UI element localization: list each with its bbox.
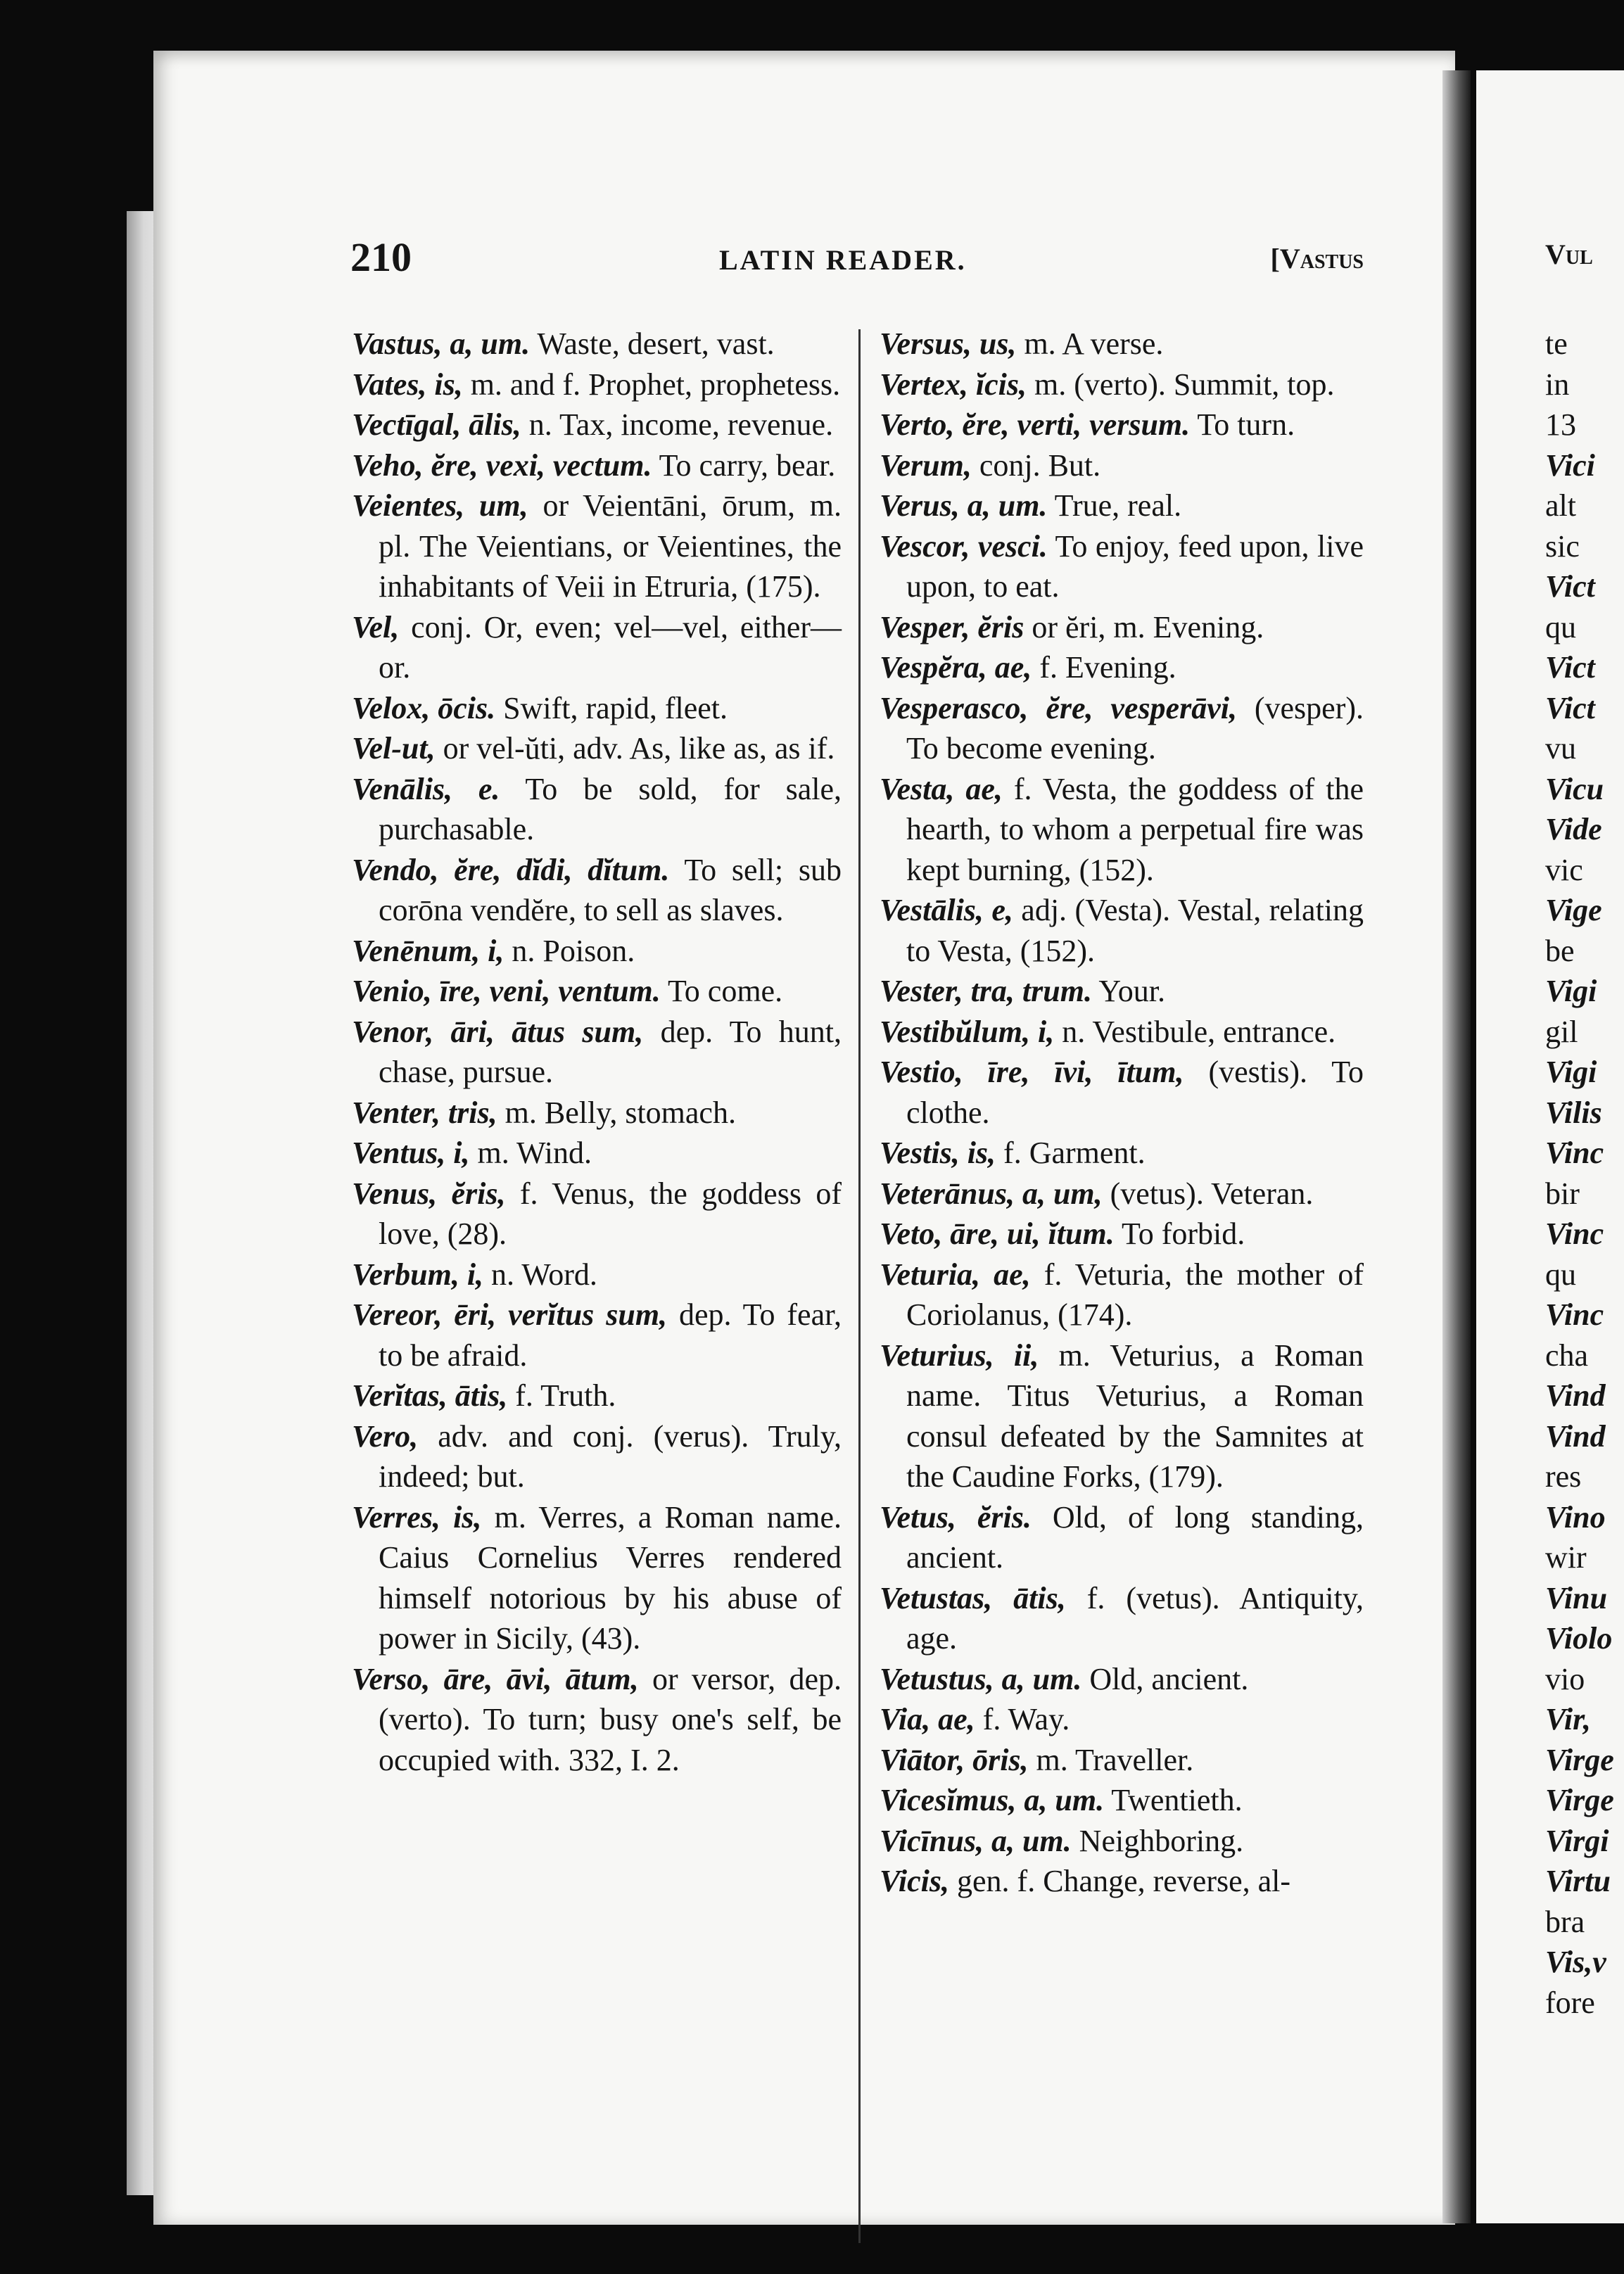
entry-definition: or versor, dep. (verto). To turn; busy one's self, be occupied with. 332, I. 2. xyxy=(379,1661,842,1777)
cut-off-text-fragment: gil xyxy=(1545,1014,1578,1049)
entry-definition: f. Garment. xyxy=(1003,1136,1146,1170)
entry-definition: m. Belly, stomach. xyxy=(505,1095,736,1130)
cut-off-text-fragment: qu xyxy=(1545,609,1576,644)
cut-off-text-fragment: Vinc xyxy=(1545,1297,1604,1332)
cut-off-text-fragment: Virtu xyxy=(1545,1864,1611,1898)
entry-headword: Vendo, ĕre, dĭdi, dĭtum. xyxy=(352,852,670,887)
entry-definition: m. A verse. xyxy=(1024,326,1164,361)
dictionary-entry xyxy=(352,1254,842,1295)
cut-off-text-fragment: vu xyxy=(1545,731,1576,766)
entry-definition: Waste, desert, vast. xyxy=(537,326,775,361)
dictionary-entry xyxy=(352,405,842,445)
entry-definition: (vestis). To clothe. xyxy=(906,1055,1364,1130)
entry-definition: To enjoy, feed upon, live upon, to eat. xyxy=(906,528,1364,604)
entry-definition: To come. xyxy=(668,974,783,1008)
dictionary-entry xyxy=(880,1861,1364,1902)
entry-definition: (vetus). Veteran. xyxy=(1110,1176,1314,1211)
dictionary-entry xyxy=(880,445,1364,486)
entry-definition: Swift, rapid, fleet. xyxy=(503,690,728,725)
entry-headword: Venālis, e. xyxy=(352,771,500,806)
dictionary-entry xyxy=(880,405,1364,445)
entry-headword: Verĭtas, ātis, xyxy=(352,1378,508,1413)
cut-off-text-fragment: be xyxy=(1545,933,1575,968)
right-page-guide-word: Vul xyxy=(1545,239,1593,270)
entry-headword: Vesperasco, ĕre, vesperāvi, xyxy=(880,690,1237,725)
dictionary-entry xyxy=(352,1174,842,1254)
dictionary-entry xyxy=(880,1052,1364,1133)
entry-headword: Verto, ĕre, verti, versum. xyxy=(880,407,1191,442)
cut-off-text-fragment: te xyxy=(1545,326,1568,361)
cut-off-text-fragment: 13 xyxy=(1545,407,1576,442)
guide-word: [Vastus xyxy=(1270,243,1364,274)
cut-off-text-fragment: fore xyxy=(1545,1985,1595,2020)
cut-off-text-fragment: bra xyxy=(1545,1904,1585,1939)
entry-headword: Veientes, um, xyxy=(352,488,528,523)
entry-definition: To sell; sub corōna vendĕre, to sell as slaves. xyxy=(379,852,842,927)
dictionary-entry xyxy=(880,324,1364,364)
page-header xyxy=(350,234,1364,283)
cut-off-text-fragment: cha xyxy=(1545,1338,1589,1373)
cut-off-text-fragment: Vinc xyxy=(1545,1217,1604,1251)
dictionary-entry xyxy=(880,890,1364,971)
entry-headword: Veterānus, a, um, xyxy=(880,1176,1103,1211)
entry-headword: Vesta, ae, xyxy=(880,771,1003,806)
entry-definition: or vel-ŭti, adv. As, like as, as if. xyxy=(443,731,835,766)
entry-definition: Neighboring. xyxy=(1079,1823,1244,1858)
entry-headword: Velox, ōcis. xyxy=(352,690,496,725)
dictionary-entry xyxy=(880,1214,1364,1254)
dictionary-entry xyxy=(352,971,842,1012)
cut-off-text-fragment: qu xyxy=(1545,1257,1576,1292)
cut-off-text-fragment: res xyxy=(1545,1459,1582,1494)
column-divider xyxy=(858,329,861,2243)
entry-definition: conj. But. xyxy=(979,447,1101,483)
dictionary-entry xyxy=(880,607,1364,648)
entry-definition: m. Wind. xyxy=(477,1136,592,1170)
entry-headword: Via, ae, xyxy=(880,1702,975,1736)
right-page-column-fragment xyxy=(1545,324,1624,2023)
entry-definition: f. Way. xyxy=(982,1702,1070,1736)
entry-headword: Versus, us, xyxy=(880,326,1017,361)
entry-headword: Vates, is, xyxy=(352,367,463,402)
entry-headword: Vetustus, a, um. xyxy=(880,1661,1082,1696)
cut-off-text-fragment: Vide xyxy=(1545,812,1602,846)
entry-definition: m. and f. Prophet, prophetess. xyxy=(470,367,841,402)
entry-headword: Verres, is, xyxy=(352,1499,482,1535)
dictionary-entry xyxy=(880,1254,1364,1335)
entry-headword: Vester, tra, trum. xyxy=(880,974,1092,1008)
entry-headword: Venter, tris, xyxy=(352,1095,497,1130)
cut-off-text-fragment: Vilis xyxy=(1545,1095,1602,1130)
dictionary-entry xyxy=(352,688,842,729)
cut-off-text-fragment: Vis,v xyxy=(1545,1945,1606,1979)
entry-headword: Vestālis, e, xyxy=(880,893,1013,927)
entry-headword: Vastus, a, um. xyxy=(352,326,531,361)
dictionary-entry xyxy=(352,1416,842,1497)
entry-headword: Verus, a, um. xyxy=(880,488,1048,523)
entry-definition: gen. f. Change, reverse, al- xyxy=(957,1864,1291,1898)
cut-off-text-fragment: in xyxy=(1545,367,1570,402)
entry-definition: adv. and conj. (verus). Truly, indeed; but. xyxy=(379,1418,842,1494)
entry-definition: f. (vetus). Antiquity, age. xyxy=(906,1580,1364,1656)
cut-off-text-fragment: Vicu xyxy=(1545,771,1604,806)
entry-headword: Veturia, ae, xyxy=(880,1257,1031,1292)
cut-off-text-fragment: Vino xyxy=(1545,1499,1606,1535)
cut-off-text-fragment: Virge xyxy=(1545,1783,1614,1817)
entry-definition: n. Vestibule, entrance. xyxy=(1062,1014,1336,1049)
entry-definition: To forbid. xyxy=(1121,1217,1245,1251)
entry-definition: n. Poison. xyxy=(512,933,635,968)
entry-headword: Venor, āri, ātus sum, xyxy=(352,1014,644,1049)
entry-headword: Vero, xyxy=(352,1418,419,1454)
entry-headword: Verbum, i, xyxy=(352,1257,484,1292)
dictionary-entry xyxy=(352,607,842,688)
cut-off-text-fragment: Vige xyxy=(1545,893,1602,927)
entry-headword: Vertex, ĭcis, xyxy=(880,367,1027,402)
dictionary-entry xyxy=(880,1659,1364,1700)
entry-definition: f. Veturia, the mother of Coriolanus, (174). xyxy=(906,1257,1364,1332)
dictionary-entry xyxy=(352,485,842,607)
dictionary-entry xyxy=(352,1376,842,1416)
cut-off-text-fragment: Vict xyxy=(1545,690,1595,725)
entry-definition: n. Tax, income, revenue. xyxy=(528,407,834,442)
cut-off-text-fragment: wir xyxy=(1545,1540,1587,1575)
entry-definition: f. Venus, the goddess of love, (28). xyxy=(379,1176,842,1251)
entry-definition: f. Vesta, the goddess of the hearth, to whom a perpetual fire was kept burning, (152). xyxy=(906,771,1364,887)
entry-headword: Vestis, is, xyxy=(880,1136,996,1170)
entry-definition: To turn. xyxy=(1197,407,1295,442)
entry-headword: Vesper, ĕris xyxy=(880,609,1024,644)
entry-definition: To be sold, for sale, purchasable. xyxy=(379,771,842,846)
cut-off-text-fragment: Vind xyxy=(1545,1418,1606,1454)
entry-headword: Vestibŭlum, i, xyxy=(880,1014,1055,1049)
entry-headword: Veho, ĕre, vexi, vectum. xyxy=(352,447,652,483)
dictionary-entry xyxy=(352,769,842,850)
entry-headword: Venio, īre, veni, ventum. xyxy=(352,974,661,1008)
dictionary-entry xyxy=(880,1133,1364,1174)
dictionary-entry xyxy=(880,647,1364,688)
cut-off-text-fragment: Vinu xyxy=(1545,1580,1608,1615)
dictionary-entry xyxy=(352,850,842,931)
cut-off-text-fragment: bir xyxy=(1545,1176,1580,1211)
entry-headword: Veto, āre, ui, ĭtum. xyxy=(880,1217,1115,1251)
entry-headword: Vicis, xyxy=(880,1864,950,1898)
cut-off-text-fragment: Virge xyxy=(1545,1742,1614,1777)
middle-column xyxy=(880,324,1364,1902)
dictionary-entry xyxy=(880,1174,1364,1214)
entry-headword: Verum, xyxy=(880,447,972,483)
entry-definition: conj. Or, even; vel—vel, either—or. xyxy=(379,609,842,685)
entry-definition: or ĕri, m. Evening. xyxy=(1032,609,1264,644)
dictionary-entry xyxy=(880,1780,1364,1821)
dictionary-entry xyxy=(880,1497,1364,1578)
dictionary-entry xyxy=(880,364,1364,405)
dictionary-entry xyxy=(352,1012,842,1093)
entry-definition: dep. To hunt, chase, pursue. xyxy=(379,1014,842,1089)
entry-definition: dep. To fear, to be afraid. xyxy=(379,1297,842,1373)
dictionary-entry xyxy=(352,364,842,405)
cut-off-text-fragment: Violo xyxy=(1545,1621,1613,1656)
cut-off-text-fragment: Vict xyxy=(1545,650,1595,685)
dictionary-entry xyxy=(352,1093,842,1133)
entry-definition: m. Traveller. xyxy=(1036,1742,1194,1777)
dictionary-entry xyxy=(352,1133,842,1174)
entry-headword: Viātor, ōris, xyxy=(880,1742,1029,1777)
entry-headword: Vetustas, ātis, xyxy=(880,1580,1066,1615)
page-number: 210 xyxy=(350,234,412,280)
dictionary-entry xyxy=(880,1335,1364,1497)
dictionary-entry xyxy=(880,1740,1364,1781)
entry-headword: Vel-ut, xyxy=(352,731,436,766)
dictionary-entry xyxy=(880,1578,1364,1659)
entry-definition: (vesper). To become evening. xyxy=(906,690,1364,766)
entry-headword: Vestio, īre, īvi, ītum, xyxy=(880,1055,1184,1089)
entry-definition: Old, ancient. xyxy=(1089,1661,1249,1696)
entry-headword: Vicesĭmus, a, um. xyxy=(880,1783,1105,1817)
cut-off-text-fragment: vio xyxy=(1545,1661,1585,1696)
entry-definition: Old, of long standing, ancient. xyxy=(906,1499,1364,1575)
dictionary-entry xyxy=(880,1821,1364,1862)
cut-off-text-fragment: Vict xyxy=(1545,569,1595,604)
entry-headword: Vel, xyxy=(352,609,400,644)
entry-headword: Vespĕra, ae, xyxy=(880,650,1032,685)
dictionary-entry xyxy=(352,1659,842,1781)
dictionary-entry xyxy=(352,324,842,364)
cut-off-text-fragment: Vind xyxy=(1545,1378,1606,1413)
entry-headword: Vereor, ēri, verĭtus sum, xyxy=(352,1297,668,1332)
entry-headword: Verso, āre, āvi, ātum, xyxy=(352,1661,639,1696)
entry-definition: n. Word. xyxy=(491,1257,597,1292)
entry-definition: m. (verto). Summit, top. xyxy=(1034,367,1335,402)
dictionary-entry xyxy=(352,931,842,972)
dictionary-entry xyxy=(352,728,842,769)
dictionary-entry xyxy=(880,688,1364,769)
dictionary-entry xyxy=(880,769,1364,891)
left-column xyxy=(352,324,842,1780)
running-title: LATIN READER. xyxy=(719,244,967,276)
dictionary-entry xyxy=(880,485,1364,526)
cut-off-text-fragment: alt xyxy=(1545,488,1576,523)
book-gutter xyxy=(1442,70,1471,2223)
entry-definition: f. Evening. xyxy=(1039,650,1176,685)
dictionary-entry xyxy=(880,526,1364,607)
cut-off-text-fragment: sic xyxy=(1545,528,1580,564)
dictionary-entry xyxy=(352,445,842,486)
entry-definition: f. Truth. xyxy=(515,1378,616,1413)
cut-off-text-fragment: Virgi xyxy=(1545,1823,1609,1858)
entry-headword: Vicīnus, a, um. xyxy=(880,1823,1072,1858)
entry-definition: or Veientāni, ōrum, m. pl. The Veientians, or Veientines, the inhabitants of Veii in Etruria, (175). xyxy=(379,488,842,604)
entry-definition: m. Verres, a Roman name. Caius Cornelius Verres rendered himself notorious by his abuse of power in Sicily, (43). xyxy=(379,1499,842,1656)
entry-definition: Your. xyxy=(1098,974,1165,1008)
entry-definition: True, real. xyxy=(1054,488,1182,523)
cut-off-text-fragment: Vir, xyxy=(1545,1702,1591,1736)
entry-definition: To carry, bear. xyxy=(659,447,836,483)
entry-definition: Twentieth. xyxy=(1111,1783,1243,1817)
dictionary-entry xyxy=(880,971,1364,1012)
cut-off-text-fragment: Vigi xyxy=(1545,974,1597,1008)
cut-off-text-fragment: Vigi xyxy=(1545,1055,1597,1089)
entry-definition: m. Veturius, a Roman name. Titus Veturius, a Roman consul defeated by the Samnites at the Caudine Forks, (179). xyxy=(906,1338,1364,1494)
cut-off-text-fragment: Vici xyxy=(1545,447,1595,483)
dictionary-entry xyxy=(352,1497,842,1659)
entry-headword: Ventus, i, xyxy=(352,1136,470,1170)
cut-off-text-fragment: Vinc xyxy=(1545,1136,1604,1170)
entry-definition: adj. (Vesta). Vestal, relating to Vesta, (152). xyxy=(906,893,1364,968)
entry-headword: Vetus, ĕris. xyxy=(880,1499,1032,1535)
entry-headword: Vescor, vesci. xyxy=(880,528,1048,564)
entry-headword: Vectīgal, ālis, xyxy=(352,407,521,442)
entry-headword: Venus, ĕris, xyxy=(352,1176,506,1211)
cut-off-text-fragment: vic xyxy=(1545,852,1583,887)
entry-headword: Veturius, ii, xyxy=(880,1338,1039,1373)
dictionary-entry xyxy=(880,1699,1364,1740)
dictionary-entry xyxy=(880,1012,1364,1053)
dictionary-entry xyxy=(352,1295,842,1376)
entry-headword: Venēnum, i, xyxy=(352,933,505,968)
